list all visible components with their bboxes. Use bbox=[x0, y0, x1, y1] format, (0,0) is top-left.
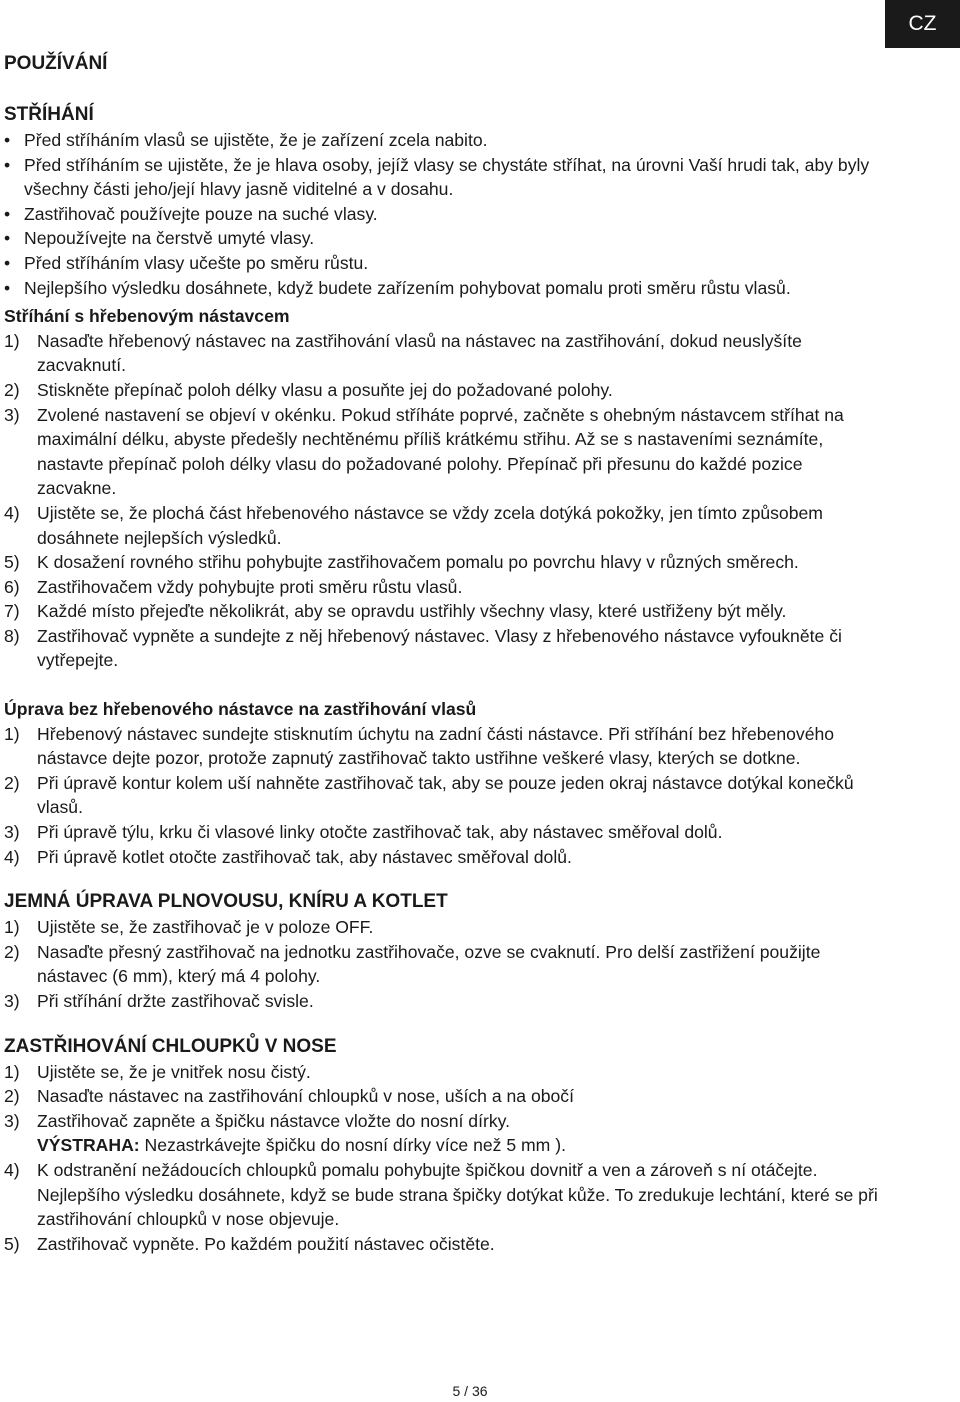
step-number: 6) bbox=[4, 576, 20, 597]
step-number: 8) bbox=[4, 625, 20, 646]
bullet-item: • Před stříháním se ujistěte, že je hlava osoby, jejíž vlasy se chystáte stříhat, na úrovni Vaší hrudi tak, aby byly všechny části jeho/její hlavy jasně viditelné a v dosahu. bbox=[4, 153, 884, 202]
bullet-item: • Nepoužívejte na čerstvě umyté vlasy. bbox=[4, 226, 884, 251]
step-item bbox=[4, 599, 884, 624]
subsection-title-no-comb: Úprava bez hřebenového nástavce na zastřihování vlasů bbox=[4, 699, 477, 720]
step-number: 3) bbox=[4, 822, 20, 843]
bullet-item: • Před stříháním vlasů se ujistěte, že je zařízení zcela nabito. bbox=[4, 128, 884, 153]
spacer bbox=[4, 869, 884, 889]
language-tab: CZ bbox=[885, 0, 960, 48]
step-number: 2) bbox=[4, 941, 20, 962]
warning-text: Nezastrkávejte špičku do nosní dírky více než 5 mm ). bbox=[139, 1135, 566, 1156]
bullet-item: • Zastřihovač používejte pouze na suché vlasy. bbox=[4, 202, 884, 227]
step-text: Nasaďte nástavec na zastřihování chloupků v nose, uších a na obočí bbox=[37, 1086, 574, 1107]
step-number: 5) bbox=[4, 552, 20, 573]
step-text: Ujistěte se, že je vnitřek nosu čistý. bbox=[37, 1061, 311, 1082]
step-text: Při úpravě kotlet otočte zastřihovač tak, aby nástavec směřoval dolů. bbox=[37, 846, 572, 867]
step-number: 2) bbox=[4, 772, 20, 793]
step-item bbox=[4, 722, 884, 771]
section-title-cutting: STŘÍHÁNÍ bbox=[4, 104, 94, 125]
subsection-title-comb: Stříhání s hřebenovým nástavcem bbox=[4, 306, 290, 327]
step-item bbox=[4, 820, 884, 845]
comb-steps bbox=[4, 329, 884, 673]
step-text: Ujistěte se, že zastřihovač je v poloze OFF. bbox=[37, 917, 374, 938]
step-number: 3) bbox=[4, 404, 20, 425]
step-item bbox=[4, 1084, 884, 1109]
spacer bbox=[4, 673, 884, 693]
warning-label: VÝSTRAHA: bbox=[37, 1135, 140, 1156]
step-number: 4) bbox=[4, 502, 20, 523]
step-text: Zastřihovačem vždy pohybujte proti směru růstu vlasů. bbox=[37, 576, 463, 597]
step-text: Při úpravě týlu, krku či vlasové linky otočte zastřihovač tak, aby nástavec směřoval dolů. bbox=[37, 822, 723, 843]
step-text: K odstranění nežádoucích chloupků pomalu pohybujte špičkou dovnitř a ven a zároveň s ní otáčejte. Nejlepšího výsledku dosáhnete, když se bude strana špičky dotýkat kůže. To zredukuje lechtání, které se při zastřihování chloupků v nose objevuje. bbox=[37, 1159, 878, 1230]
step-item bbox=[4, 915, 884, 940]
step-number: 3) bbox=[4, 991, 20, 1011]
step-item bbox=[4, 329, 884, 378]
step-item bbox=[4, 378, 884, 403]
bullet-item: • Před stříháním vlasy učešte po směru růstu. bbox=[4, 251, 884, 276]
step-text: Zastřihovač vypněte a sundejte z něj hřebenový nástavec. Vlasy z hřebenového nástavce vyfoukněte či vytřepejte. bbox=[37, 625, 842, 671]
step-text: K dosažení rovného střihu pohybujte zastřihovačem pomalu po povrchu hlavy v různých směrech. bbox=[37, 552, 799, 573]
step-item bbox=[4, 1060, 884, 1085]
step-number: 1) bbox=[4, 330, 20, 351]
step-item bbox=[4, 1232, 884, 1257]
step-item bbox=[4, 624, 884, 673]
step-number: 1) bbox=[4, 917, 20, 938]
step-item bbox=[4, 771, 884, 820]
step-number: 7) bbox=[4, 601, 20, 622]
step-item bbox=[4, 501, 884, 550]
step-text: Každé místo přejeďte několikrát, aby se opravdu ustřihly všechny vlasy, které ustřiženy být měly. bbox=[37, 601, 787, 622]
step-text: Stiskněte přepínač poloh délky vlasu a posuňte jej do požadované polohy. bbox=[37, 379, 613, 400]
step-number: 2) bbox=[4, 379, 20, 400]
step-item bbox=[4, 989, 884, 1014]
cutting-bullets bbox=[4, 128, 884, 300]
warning-note bbox=[37, 1133, 884, 1158]
nose-steps bbox=[4, 1060, 884, 1257]
section-title-nose: ZASTŘIHOVÁNÍ CHLOUPKŮ V NOSE bbox=[4, 1035, 337, 1057]
step-number: 2) bbox=[4, 1086, 20, 1107]
step-number: 3) bbox=[4, 1110, 20, 1131]
step-item bbox=[4, 845, 884, 870]
step-item bbox=[4, 1109, 884, 1158]
step-item bbox=[4, 403, 884, 501]
step-number: 4) bbox=[4, 846, 20, 867]
step-text: Nasaďte hřebenový nástavec na zastřihování vlasů na nástavec na zastřihování, dokud neuslyšíte zacvaknutí. bbox=[37, 330, 802, 376]
beard-steps bbox=[4, 915, 884, 1013]
section-title-beard: JEMNÁ ÚPRAVA PLNOVOUSU, KNÍRU A KOTLET bbox=[4, 891, 448, 913]
step-text: Zastřihovač zapněte a špičku nástavce vložte do nosní dírky. bbox=[37, 1110, 510, 1131]
spacer bbox=[4, 1014, 884, 1034]
document-body bbox=[4, 50, 884, 1256]
step-text: Při úpravě kontur kolem uší nahněte zastřihovač tak, aby se pouze jeden okraj nástavce dotýkal konečků vlasů. bbox=[37, 772, 854, 818]
step-number: 4) bbox=[4, 1159, 20, 1180]
step-text: Hřebenový nástavec sundejte stisknutím úchytu na zadní části nástavce. Při stříhání bez hřebenového nástavce dejte pozor, protože zapnutý zastřihovač takto ustřihne veškeré vlasy, kterých se dotkne. bbox=[37, 723, 835, 769]
step-number: 1) bbox=[4, 723, 20, 744]
step-item bbox=[4, 575, 884, 600]
step-text: Při stříhání držte zastřihovač svisle. bbox=[37, 991, 314, 1011]
step-number: 1) bbox=[4, 1061, 20, 1082]
step-item bbox=[4, 550, 884, 575]
step-text: Zvolené nastavení se objeví v okénku. Pokud stříháte poprvé, začněte s ohebným nástavcem stříhat na maximální délku, abyste předešly nechtěnému příliš krátkému střihu. Až se s nastaveními seznámíte, nastavte přepínač poloh délky vlasu do požadované polohy. Přepínač při přesunu do každé pozice zacvakne. bbox=[37, 404, 844, 499]
bullet-item: • Nejlepšího výsledku dosáhnete, když budete zařízením pohybovat pomalu proti směru růstu vlasů. bbox=[4, 276, 884, 301]
no-comb-steps bbox=[4, 722, 884, 870]
step-number: 5) bbox=[4, 1233, 20, 1254]
step-text: Ujistěte se, že plochá část hřebenového nástavce se vždy zcela dotýká pokožky, jen tímto způsobem dosáhnete nejlepších výsledků. bbox=[37, 502, 823, 548]
step-item bbox=[4, 1158, 884, 1232]
step-item bbox=[4, 940, 884, 989]
step-text: Zastřihovač vypněte. Po každém použití nástavec očistěte. bbox=[37, 1233, 495, 1254]
page-number: 5 / 36 bbox=[452, 1383, 488, 1399]
step-text: Nasaďte přesný zastřihovač na jednotku zastřihovače, ozve se cvaknutí. Pro delší zastřižení použijte nástavec (6 mm), který má 4 polohy. bbox=[37, 941, 821, 987]
page-title: POUŽÍVÁNÍ bbox=[4, 53, 108, 74]
